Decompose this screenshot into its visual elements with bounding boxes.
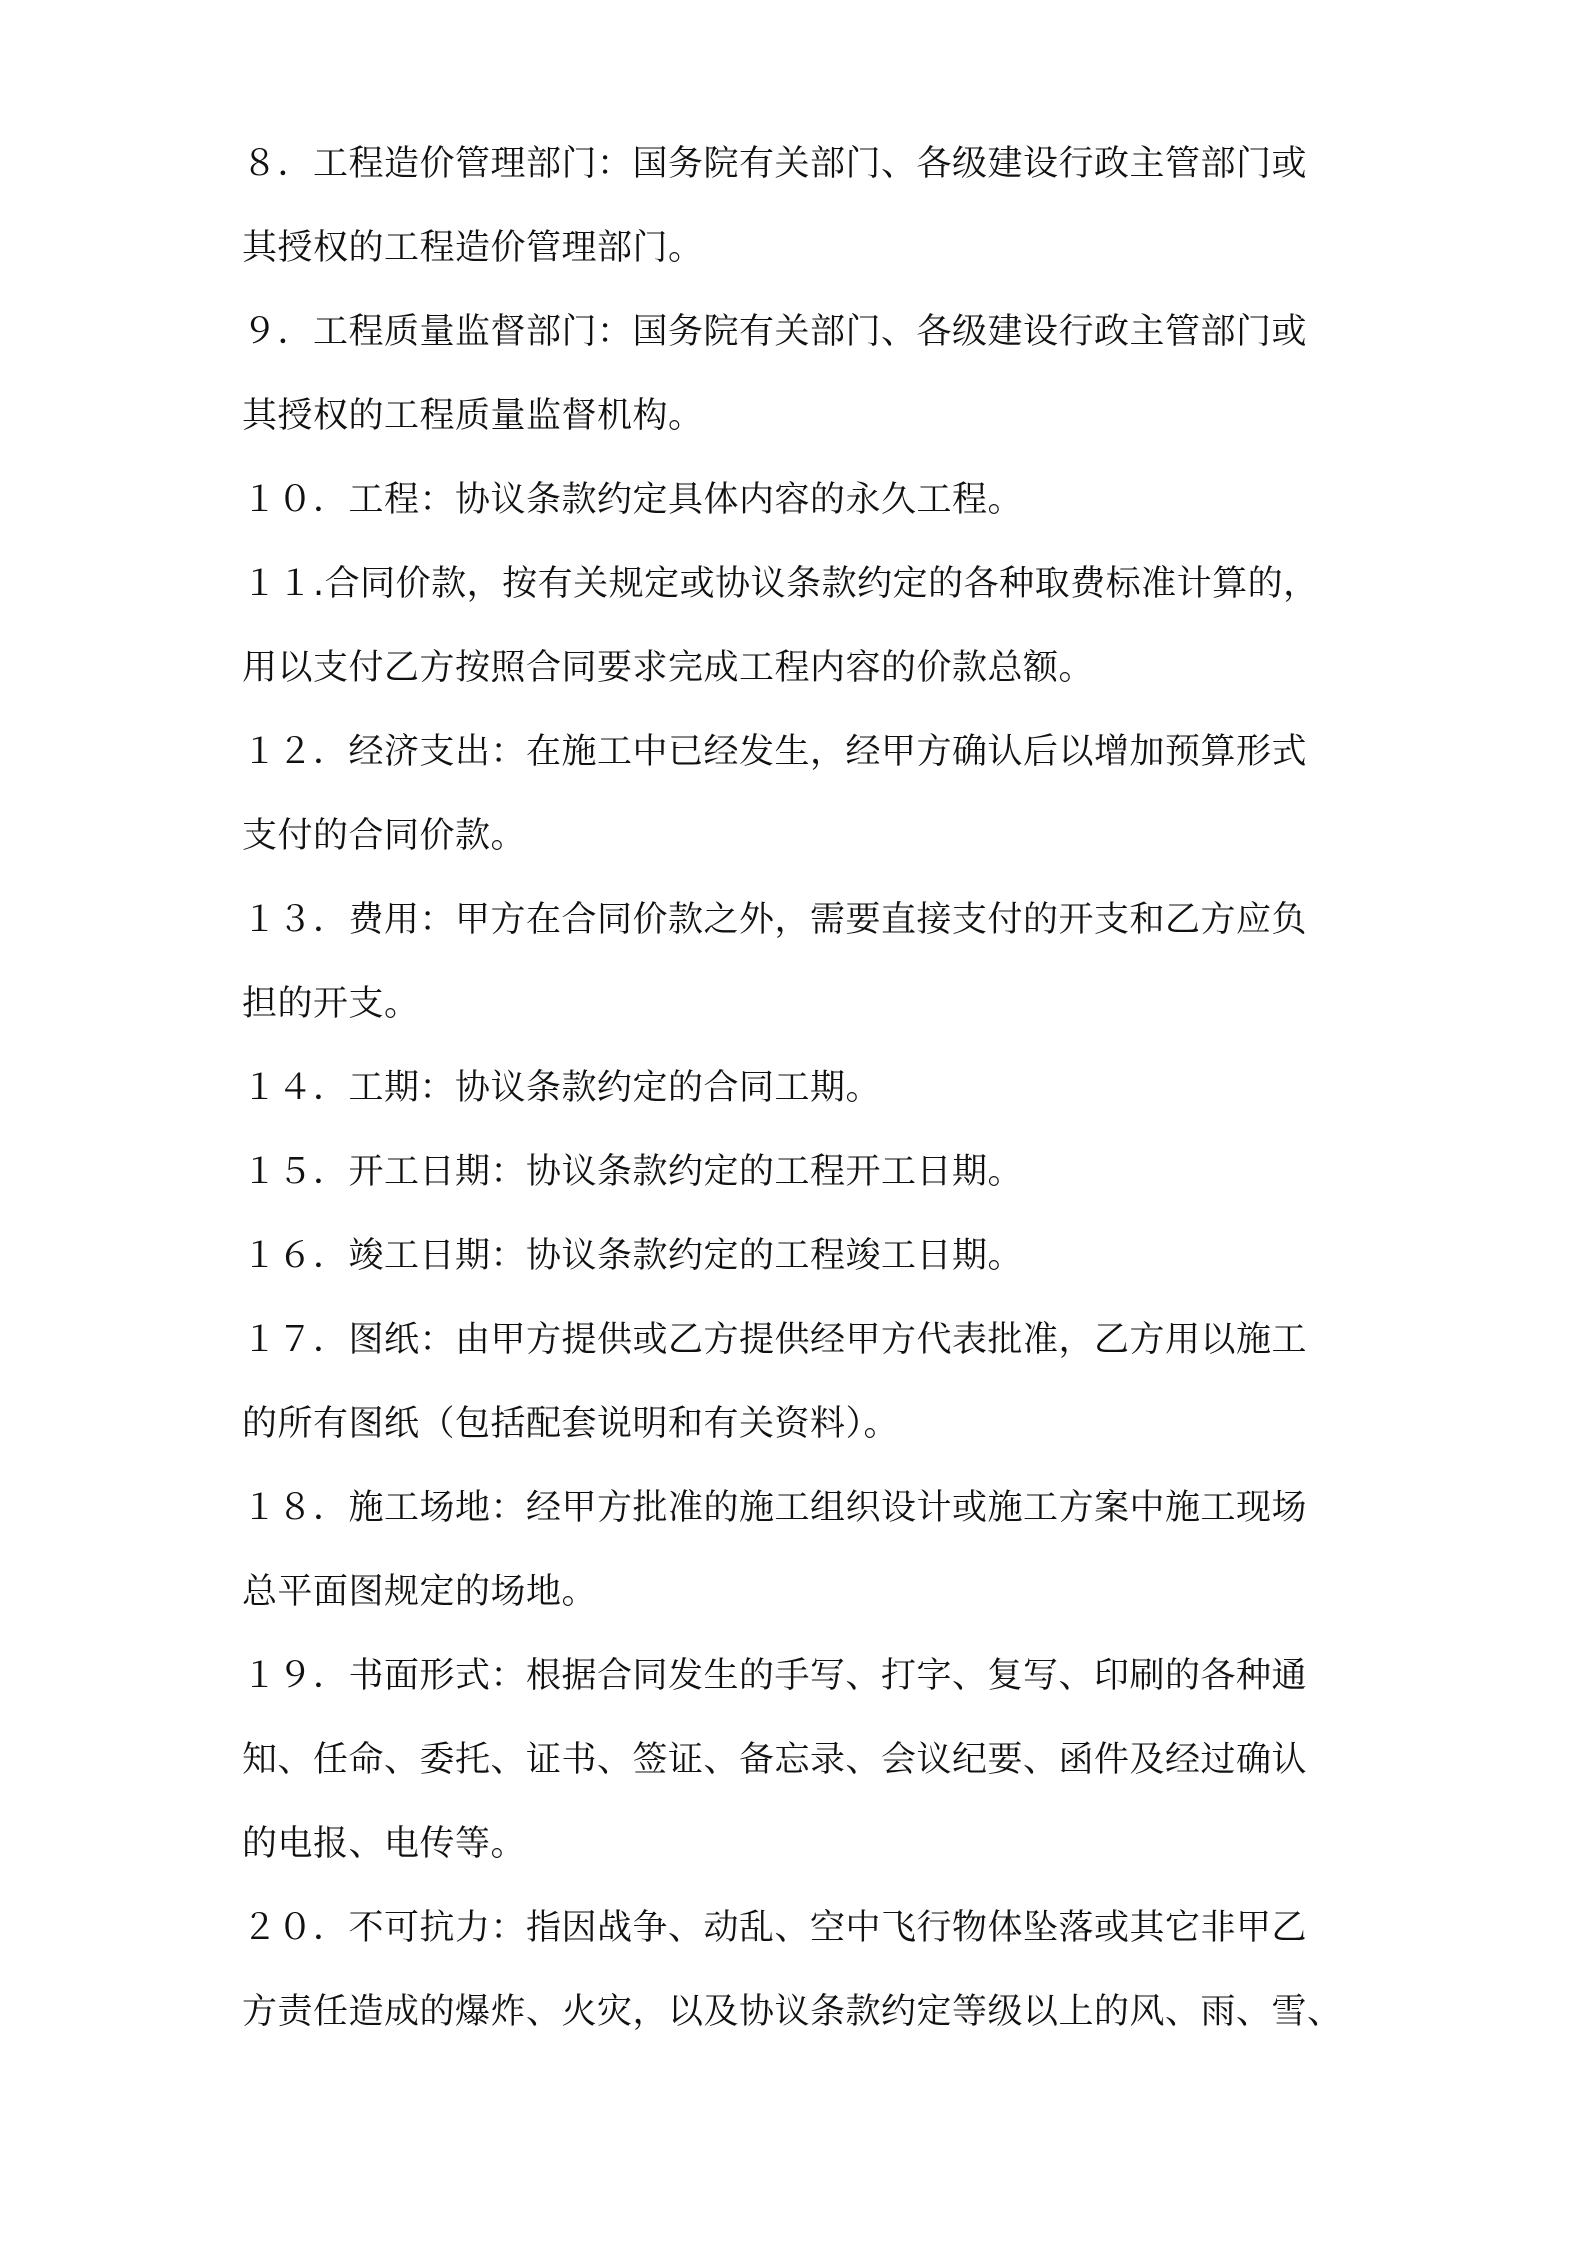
document-body	[242, 122, 1360, 2054]
text-line: １６．竣工日期：协议条款约定的工程竣工日期。	[242, 1236, 1024, 1276]
text-line: １７．图纸：由甲方提供或乙方提供经甲方代表批准，乙方用以施工	[242, 1320, 1308, 1360]
text-line: １４．工期：协议条款约定的合同工期。	[242, 1068, 882, 1108]
text-line: １９．书面形式：根据合同发生的手写、打字、复写、印刷的各种通	[242, 1656, 1308, 1696]
text-line: １８．施工场地：经甲方批准的施工组织设计或施工方案中施工现场	[242, 1488, 1308, 1528]
text-line: １３．费用：甲方在合同价款之外，需要直接支付的开支和乙方应负	[242, 900, 1308, 940]
text-line: １５．开工日期：协议条款约定的工程开工日期。	[242, 1152, 1024, 1192]
text-line: ８．工程造价管理部门：国务院有关部门、各级建设行政主管部门或	[242, 144, 1308, 184]
text-line: 担的开支。	[242, 984, 420, 1024]
text-line: １１.合同价款，按有关规定或协议条款约定的各种取费标准计算的，	[242, 564, 1319, 604]
text-line: ９．工程质量监督部门：国务院有关部门、各级建设行政主管部门或	[242, 312, 1308, 352]
text-line: 用以支付乙方按照合同要求完成工程内容的价款总额。	[242, 648, 1095, 688]
text-line: ２０．不可抗力：指因战争、动乱、空中飞行物体坠落或其它非甲乙	[242, 1908, 1308, 1948]
text-line: 其授权的工程造价管理部门。	[242, 228, 704, 268]
text-line: 其授权的工程质量监督机构。	[242, 396, 704, 436]
text-line: １０．工程：协议条款约定具体内容的永久工程。	[242, 480, 1024, 520]
text-line: １２．经济支出：在施工中已经发生，经甲方确认后以增加预算形式	[242, 732, 1308, 772]
text-line: 方责任造成的爆炸、火灾，以及协议条款约定等级以上的风、雨、雪、	[242, 1992, 1343, 2032]
text-line: 的所有图纸（包括配套说明和有关资料）。	[242, 1404, 900, 1444]
text-line: 总平面图规定的场地。	[242, 1572, 598, 1612]
text-line: 的电报、电传等。	[242, 1824, 527, 1864]
text-line: 支付的合同价款。	[242, 816, 527, 856]
text-line: 知、任命、委托、证书、签证、备忘录、会议纪要、函件及经过确认	[242, 1740, 1308, 1780]
